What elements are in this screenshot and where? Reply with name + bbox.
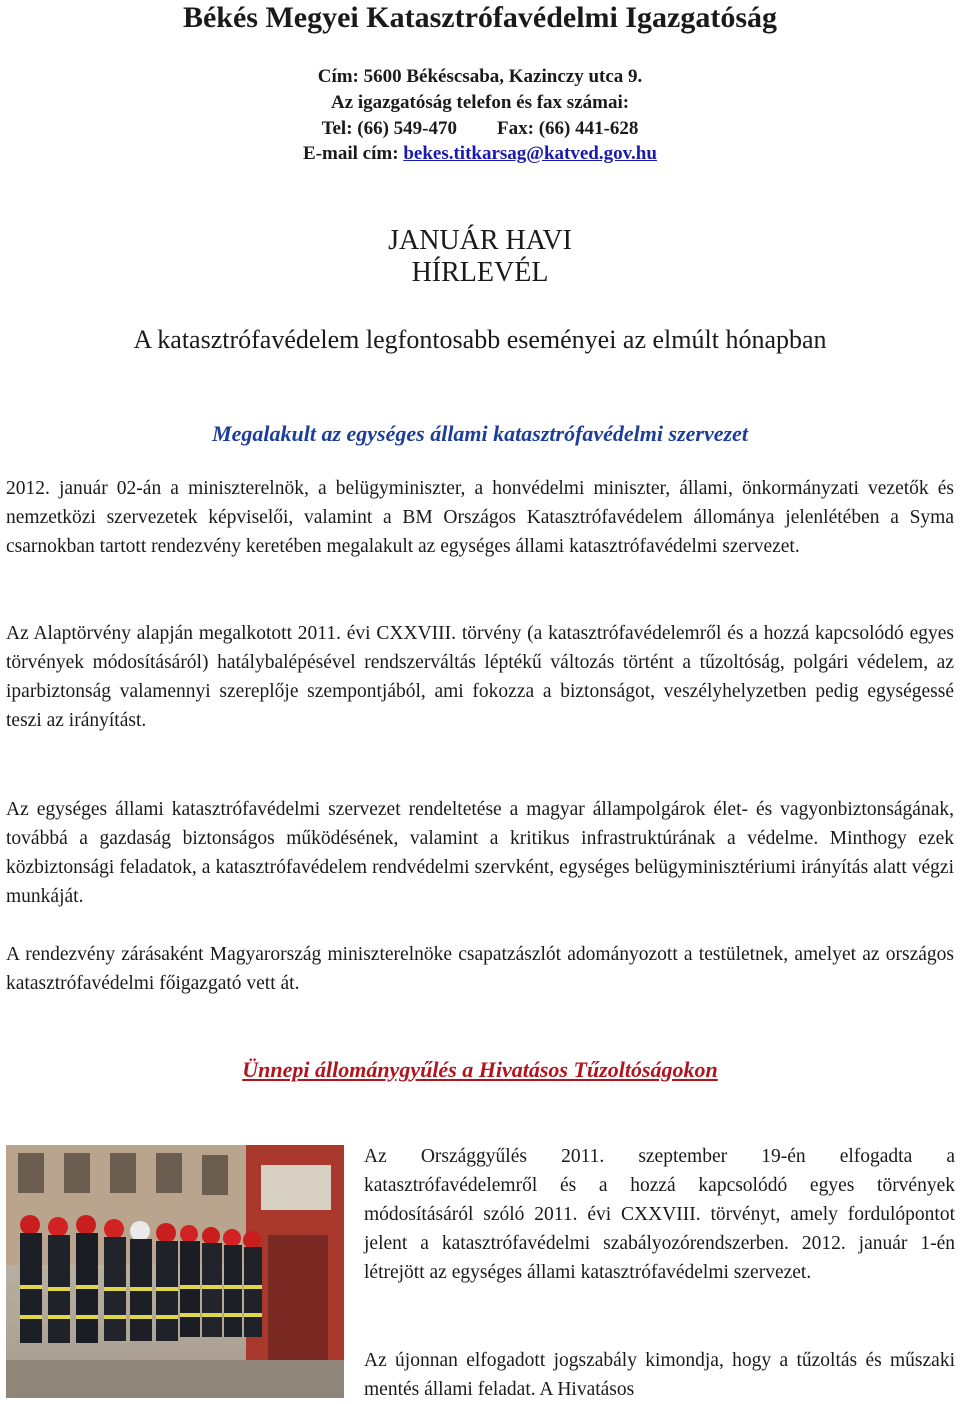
phone-fax-line — [0, 116, 960, 142]
newsletter-title-line2: HÍRLEVÉL — [411, 257, 549, 288]
article1-paragraph-1: 2012. január 02-án a miniszterelnök, a belügyminiszter, a honvédelmi miniszter, állami, önkormányzati vezetők és nemzetközi szervezetek képviselői, valamint a BM Országos Katasztrófavédelem állománya jelenlétében a Syma csarnokban tartott rendezvény keretében megalakult az egységes állami katasztrófavédelmi szervezet. — [6, 478, 954, 557]
article1-paragraph-4: A rendezvény zárásaként Magyarország miniszterelnöke csapatzászlót adományozott a testületnek, amelyet az országos katasztrófavédelmi főigazgató vett át. — [6, 944, 954, 994]
article1-heading: Megalakult az egységes állami katasztrófavédelmi szervezet — [212, 421, 748, 446]
email-link[interactable]: bekes.titkarsag@katved.gov.hu — [403, 143, 657, 164]
org-title: Békés Megyei Katasztrófavédelmi Igazgatóság — [182, 1, 778, 34]
article2-heading: Ünnepi állománygyűlés a Hivatásos Tűzoltóságokon — [242, 1057, 718, 1082]
newsletter-title-line1: JANUÁR HAVI — [388, 225, 572, 256]
email-line — [0, 141, 960, 167]
article1-paragraph-2: Az Alaptörvény alapján megalkotott 2011. évi CXXVIII. törvény (a katasztrófavédelemről és a hozzá kapcsolódó egyes törvények módosításáról) hatálybalépésével rendszerváltás léptékű változás történt a tűzoltóság, polgári védelem, az iparbiztonság valamennyi szereplője szempontjából, ami fokozza a biztonságot, veszélyhelyzetben pedig egységessé teszi az irányítást. — [6, 623, 954, 731]
email-label: E-mail cím: — [303, 143, 404, 164]
article2-paragraph-2: Az újonnan elfogadott jogszabály kimondja, hogy a tűzoltás és műszaki mentés állami feladat. A Hivatásos — [364, 1350, 955, 1400]
newsletter-subtitle: A katasztrófavédelem legfontosabb eseményei az elmúlt hónapban — [133, 325, 827, 354]
firefighters-photo — [6, 1145, 344, 1398]
address-line: Cím: 5600 Békéscsaba, Kazinczy utca 9. — [317, 66, 643, 87]
article2-paragraph-1: Az Országgyűlés 2011. szeptember 19-én elfogadta a katasztrófavédelemről és a hozzá kapcsolódó egyes törvények módosításáról szóló 2011. évi CXXVIII. törvényt, amely fordulópontot jelent a katasztrófavédelmi szabályozórendszerben. 2012. január 1-én létrejött az egységes állami katasztrófavédelmi szervezet. — [364, 1146, 955, 1283]
fax-number: Fax: (66) 441-628 — [497, 118, 639, 139]
tel-number: Tel: (66) 549-470 — [321, 118, 458, 139]
article1-paragraph-3: Az egységes állami katasztrófavédelmi szervezet rendeltetése a magyar állampolgárok élet- és vagyonbiztonságának, továbbá a gazdaság biztonságos működésének, valamint a kritikus infrastruktúrának a védelme. Minthogy ezek közbiztonsági feladatok, a katasztrófavédelem rendvédelmi szervként, egységes belügyminisztériumi irányítás alatt végzi munkáját. — [6, 799, 954, 907]
phone-intro: Az igazgatóság telefon és fax számai: — [330, 92, 630, 113]
